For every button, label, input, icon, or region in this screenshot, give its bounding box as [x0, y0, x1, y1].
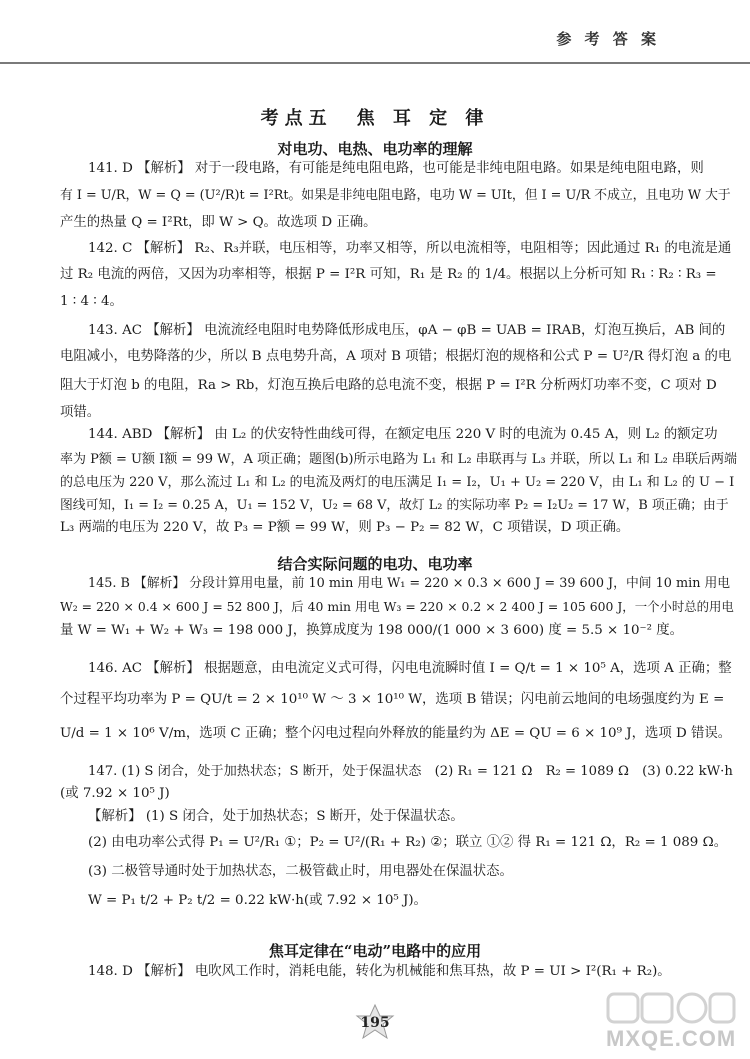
text-line: 145. B 【解析】 分段计算用电量，前 10 min 用电 W₁ = 220 × 0.3 × 600 J = 39 600 J，中间 10 min 用电 — [88, 576, 731, 591]
text-line: 141. D 【解析】 对于一段电路，有可能是纯电阻电路，也可能是非纯电阻电路。如果是纯电阻电路，则 — [88, 161, 704, 176]
text-line: 147. (1) S 闭合，处于加热状态；S 断开，处于保温状态 (2) R₁ = 121 Ω R₂ = 1089 Ω (3) 0.22 kW·h — [88, 764, 733, 779]
text-line: 项错。 — [60, 405, 101, 420]
text-line: (2) 由电功率公式得 P₁ = U²/R₁ ①；P₂ = U²/(R₁ + R₂) ②；联立 ①② 得 R₁ = 121 Ω，R₂ = 1 089 Ω。 — [88, 835, 728, 850]
text-line: 量 W = W₁ + W₂ + W₃ = 198 000 J，换算成度为 198 000/(1 000 × 3 600) 度 = 5.5 × 10⁻² 度。 — [60, 623, 683, 638]
text-line: 图线可知，I₁ = I₂ = 0.25 A，U₁ = 152 V，U₂ = 68 V，故灯 L₂ 的实际功率 P₂ = I₂U₂ = 17 W，B 项正确；由于 — [60, 498, 729, 513]
watermark-logo-icon — [606, 990, 736, 1026]
page-header — [0, 0, 750, 64]
section-title: 考点五 焦 耳 定 律 — [260, 108, 490, 129]
subsection-title-1: 对电功、电热、电功率的理解 — [277, 140, 473, 158]
text-line: 1 ∶ 4 ∶ 4。 — [60, 294, 123, 309]
text-line: 【解析】 (1) S 闭合，处于加热状态；S 断开，处于保温状态。 — [88, 809, 464, 824]
subsection-title-2: 结合实际问题的电功、电功率 — [277, 555, 473, 573]
text-line: L₃ 两端的电压为 220 V，故 P₃ = P额 = 99 W，则 P₃ − P₂ = 82 W，C 项错误，D 项正确。 — [60, 520, 630, 535]
text-line: 率为 P额 = U额 I额 = 99 W，A 项正确；题图(b)所示电路为 L₁ 和 L₂ 串联再与 L₃ 并联，所以 L₁ 和 L₂ 串联后两端 — [60, 452, 737, 467]
text-line: W₂ = 220 × 0.4 × 600 J = 52 800 J，后 40 min 用电 W₃ = 220 × 0.2 × 2 400 J = 105 600 J，一个小时总的用电 — [60, 599, 734, 614]
text-line: 个过程平均功率为 P = QU/t = 2 × 10¹⁰ W ～ 3 × 10¹⁰ W，选项 B 错误；闪电前云地间的电场强度约为 E = — [60, 692, 725, 707]
text-line: 143. AC 【解析】 电流流经电阻时电势降低形成电压，φA − φB = UAB = IRAB，灯泡互换后，AB 间的 — [88, 323, 726, 338]
text-line: W = P₁ t/2 + P₂ t/2 = 0.22 kW·h(或 7.92 × 10⁵ J)。 — [88, 893, 427, 908]
text-line: (或 7.92 × 10⁵ J) — [60, 786, 170, 801]
text-line: 过 R₂ 电流的两倍，又因为功率相等，根据 P = I²R 可知，R₁ 是 R₂ 的 1/4。根据以上分析可知 R₁ ∶ R₂ ∶ R₃ = — [60, 267, 717, 282]
text-line: 142. C 【解析】 R₂、R₃并联，电压相等，功率又相等，所以电流相等，电阻相等；因此通过 R₁ 的电流是通 — [88, 241, 732, 256]
text-line: 146. AC 【解析】 根据题意，由电流定义式可得，闪电电流瞬时值 I = Q/t = 1 × 10⁵ A，选项 A 正确；整 — [88, 661, 732, 676]
text-line: 148. D 【解析】 电吹风工作时，消耗电能，转化为机械能和焦耳热，故 P = UI > I²(R₁ + R₂)。 — [88, 964, 671, 979]
text-line: 产生的热量 Q = I²Rt，即 W > Q。故选项 D 正确。 — [60, 215, 377, 230]
page-number-badge — [353, 1003, 397, 1043]
watermark-text: MXQE.COM — [606, 1026, 737, 1051]
text-line: (3) 二极管导通时处于加热状态，二极管截止时，用电器处在保温状态。 — [88, 864, 513, 879]
text-line: 144. ABD 【解析】 由 L₂ 的伏安特性曲线可得，在额定电压 220 V 时的电流为 0.45 A，则 L₂ 的额定功 — [88, 427, 718, 442]
text-line: U/d = 1 × 10⁶ V/m，选项 C 正确；整个闪电过程向外释放的能量约为 ΔE = QU = 6 × 10⁹ J，选项 D 错误。 — [60, 726, 732, 741]
text-line: 电阻减小，电势降落的少，所以 B 点电势升高，A 项对 B 项错；根据灯泡的规格和公式 P = U²/R 得灯泡 a 的电 — [60, 349, 732, 364]
text-line: 有 I = U/R，W = Q = (U²/R)t = I²Rt。如果是非纯电阻电路，电功 W = UIt，但 I = U/R 不成立，且电功 W 大于 — [60, 188, 731, 203]
text-line: 的总电压为 220 V，那么流过 L₁ 和 L₂ 的电流及两灯的电压满足 I₁ = I₂，U₁ + U₂ = 220 V，由 L₁ 和 L₂ 的 U − I — [60, 475, 735, 490]
page-number: 195 — [360, 1015, 390, 1031]
header-title: 参 考 答 案 — [556, 30, 660, 48]
text-line: 阻大于灯泡 b 的电阻，Ra > Rb，灯泡互换后电路的总电流不变，根据 P = I²R 分析两灯功率不变，C 项对 D — [60, 378, 717, 393]
subsection-title-3: 焦耳定律在“电动”电路中的应用 — [268, 942, 482, 960]
